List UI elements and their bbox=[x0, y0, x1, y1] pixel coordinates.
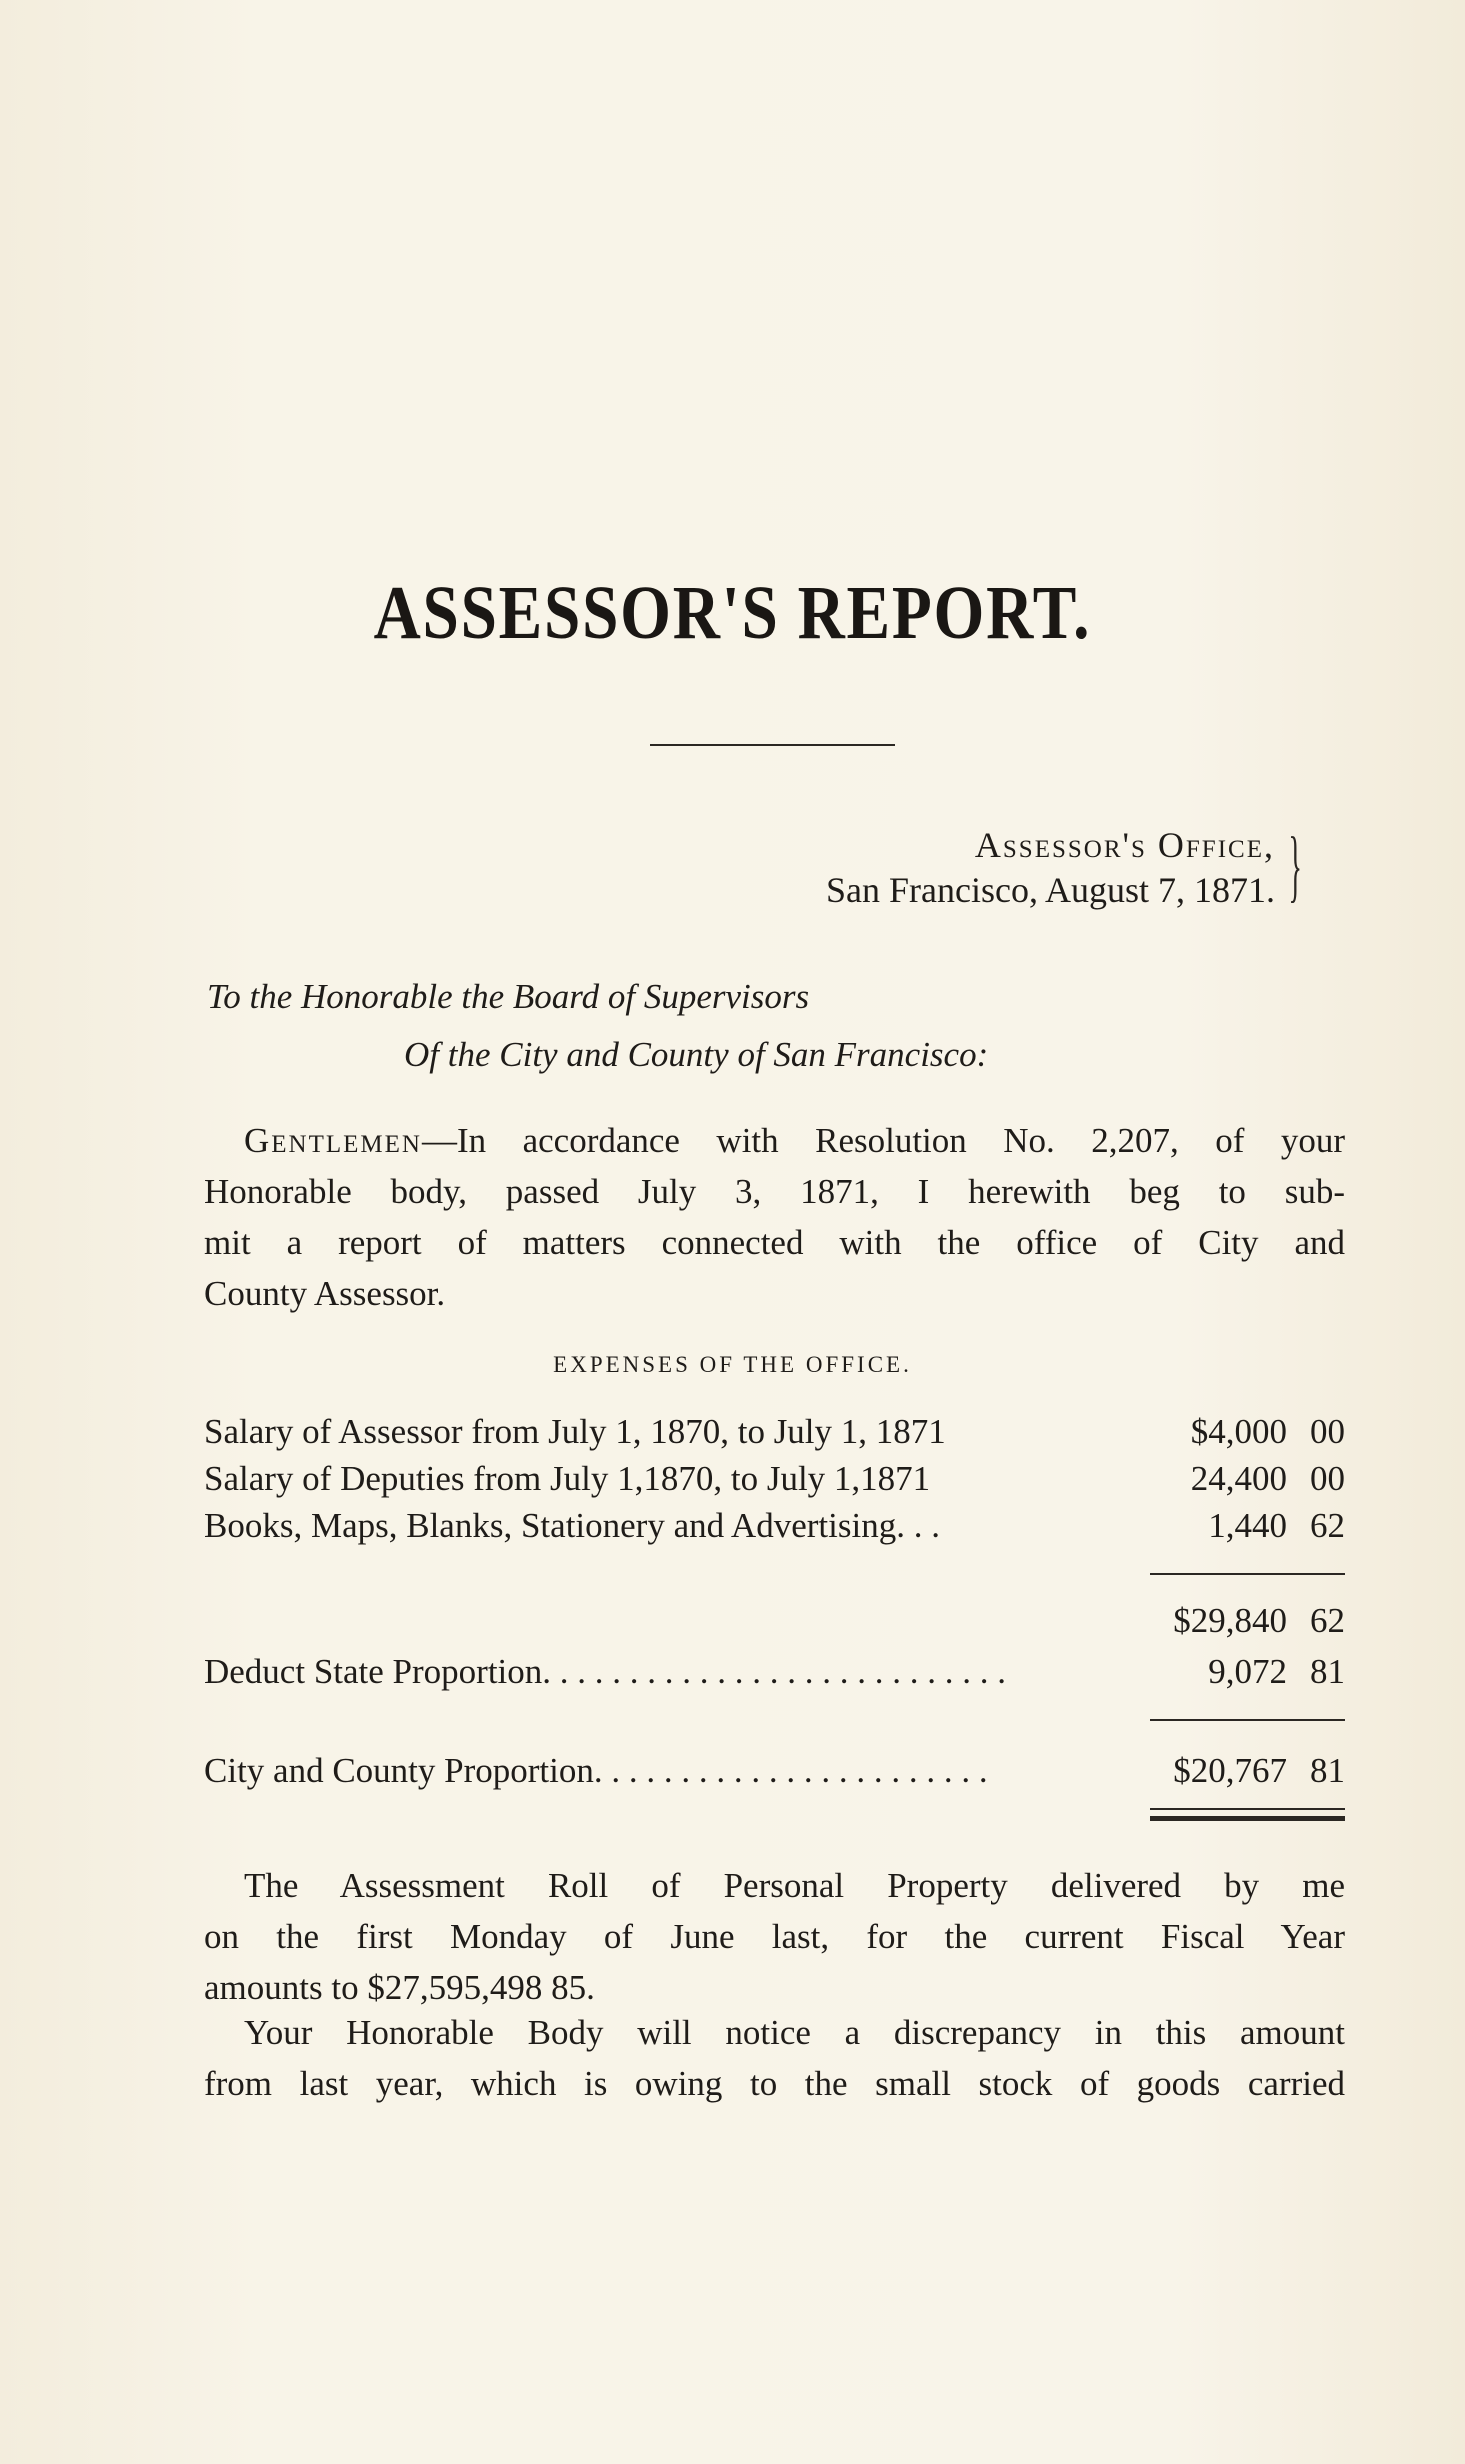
net-rule bbox=[1150, 1719, 1345, 1721]
expense-cents: 62 bbox=[1310, 1506, 1345, 1545]
paragraph-line: The Assessment Roll of Personal Property delivered by me bbox=[244, 1866, 1345, 1905]
expense-cents: 00 bbox=[1310, 1459, 1345, 1498]
paragraph-line: on the first Monday of June last, for the current Fiscal Year bbox=[204, 1917, 1345, 1956]
expense-row bbox=[204, 1456, 1345, 1502]
expense-dollars: 24,400 bbox=[1190, 1459, 1287, 1498]
total-dollars: $29,840 bbox=[1173, 1601, 1287, 1640]
expense-description: Salary of Deputies from July 1,1870, to July 1,1871 bbox=[204, 1459, 931, 1498]
total-cents: 62 bbox=[1310, 1601, 1345, 1640]
deduct-dollars: 9,072 bbox=[1208, 1652, 1287, 1691]
city-county-cents: 81 bbox=[1310, 1751, 1345, 1790]
expense-dollars: $4,000 bbox=[1190, 1412, 1287, 1451]
salutation: Gentlemen bbox=[244, 1121, 422, 1160]
deduct-description: Deduct State Proportion. . . . . . . . . . . . . . . . . . . . . . . . . . . bbox=[204, 1652, 1007, 1691]
expense-row bbox=[204, 1409, 1345, 1455]
total-row bbox=[204, 1598, 1345, 1644]
intro-line-text: —In accordance with Resolution No. 2,207, of your bbox=[421, 1121, 1345, 1160]
title-rule bbox=[650, 744, 895, 746]
expense-dollars: 1,440 bbox=[1208, 1506, 1287, 1545]
expense-cents: 00 bbox=[1310, 1412, 1345, 1451]
paragraph-line: from last year, which is owing to the small stock of goods carried bbox=[204, 2064, 1345, 2103]
dateline-office: Assessor's Office, bbox=[974, 825, 1275, 865]
final-rule-thin bbox=[1150, 1808, 1345, 1810]
discrepancy-paragraph bbox=[204, 2007, 1345, 2109]
intro-line: Honorable body, passed July 3, 1871, I herewith beg to sub- bbox=[204, 1172, 1345, 1211]
subtotal-rule bbox=[1150, 1573, 1345, 1575]
dateline-brace: } bbox=[1288, 822, 1302, 910]
expenses-heading: EXPENSES OF THE OFFICE. bbox=[553, 1352, 912, 1377]
paragraph-line: Your Honorable Body will notice a discrepancy in this amount bbox=[244, 2013, 1345, 2052]
city-county-description: City and County Proportion. . . . . . . . . . . . . . . . . . . . . . . bbox=[204, 1751, 988, 1790]
dateline-place-date: San Francisco, August 7, 1871. bbox=[826, 870, 1275, 910]
expense-description: Salary of Assessor from July 1, 1870, to July 1, 1871 bbox=[204, 1412, 946, 1451]
intro-line bbox=[204, 1115, 1345, 1166]
expense-description: Books, Maps, Blanks, Stationery and Advertising. . . bbox=[204, 1506, 940, 1545]
expense-row bbox=[204, 1503, 1345, 1549]
deduct-row bbox=[204, 1649, 1345, 1695]
deduct-cents: 81 bbox=[1310, 1652, 1345, 1691]
report-title: ASSESSOR'S REPORT. bbox=[373, 571, 1092, 655]
address-line-1: To the Honorable the Board of Supervisors bbox=[207, 977, 810, 1016]
intro-paragraph bbox=[204, 1115, 1345, 1319]
address-line-2: Of the City and County of San Francisco: bbox=[404, 1035, 989, 1074]
intro-line: County Assessor. bbox=[204, 1274, 446, 1313]
city-county-row bbox=[204, 1748, 1345, 1794]
assessment-paragraph bbox=[204, 1860, 1345, 2013]
final-rule-thick bbox=[1150, 1816, 1345, 1821]
intro-line: mit a report of matters connected with the office of City and bbox=[204, 1223, 1345, 1262]
paragraph-line: amounts to $27,595,498 85. bbox=[204, 1968, 595, 2007]
city-county-dollars: $20,767 bbox=[1173, 1751, 1287, 1790]
